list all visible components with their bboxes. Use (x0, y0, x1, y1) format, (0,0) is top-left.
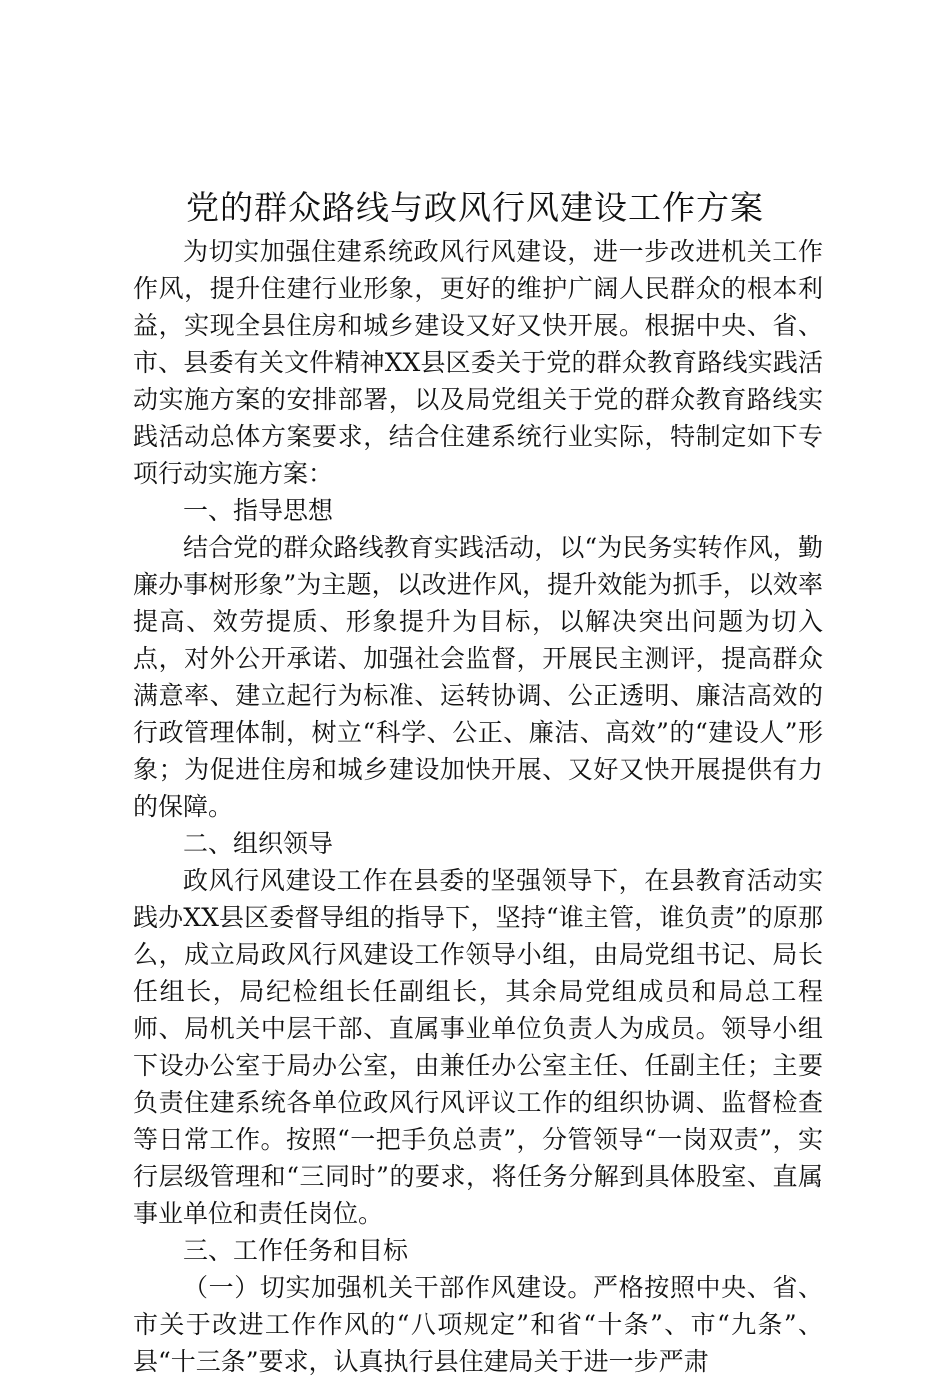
organization-paragraph: 政风行风建设工作在县委的坚强领导下，在县教育活动实践办XX县区委督导组的指导下，坚持“谁主管，谁负责”的原那么，成立局政风行风建设工作领导小组，由局党组书记、局长任组长，局纪检组长任副组长，其余局党组成员和局总工程师、局机关中层干部、直属事业单位负责人为成员。领导小组下设办公室于局办公室，由兼任办公室主任、任副主任；主要负责住建系统各单位政风行风评议工作的组织协调、监督检查等日常工作。按照“一把手负总责”，分管领导“一岗双责”，实行层级管理和“三同时”的要求，将任务分解到具体股室、直属事业单位和责任岗位。 (133, 866, 823, 1228)
tasks-paragraph-1: （一）切实加强机关干部作风建设。严格按照中央、省、市关于改进工作作风的“八项规定”和省“十条”、市“九条”、县“十三条”要求，认真执行县住建局关于进一步严肃 (133, 1273, 823, 1376)
section-heading-guiding-thought: 一、指导思想 (183, 496, 334, 525)
guiding-thought-paragraph: 结合党的群众路线教育实践活动，以“为民务实转作风，勤廉办事树形象”为主题，以改进作风，提升效能为抓手，以效率提高、效劳提质、形象提升为目标，以解决突出问题为切入点，对外公开承诺、加强社会监督，开展民主测评，提高群众满意率、建立起行为标准、运转协调、公正透明、廉洁高效的行政管理体制，树立“科学、公正、廉洁、高效”的“建设人”形象；为促进住房和城乡建设加快开展、又好又快开展提供有力的保障。 (133, 533, 823, 821)
section-heading-organization: 二、组织领导 (183, 829, 334, 858)
intro-paragraph: 为切实加强住建系统政风行风建设，进一步改进机关工作作风，提升住建行业形象，更好的维护广阔人民群众的根本利益，实现全县住房和城乡建设又好又快开展。根据中央、省、市、县委有关文件精神XX县区委关于党的群众教育路线实践活动实施方案的安排部署，以及局党组关于党的群众教育路线实践活动总体方案要求，结合住建系统行业实际，特制定如下专项行动实施方案： (133, 237, 823, 488)
document-title: 党的群众路线与政风行风建设工作方案 (186, 188, 764, 227)
document-body (133, 233, 823, 1380)
section-heading-tasks-goals: 三、工作任务和目标 (183, 1236, 409, 1265)
